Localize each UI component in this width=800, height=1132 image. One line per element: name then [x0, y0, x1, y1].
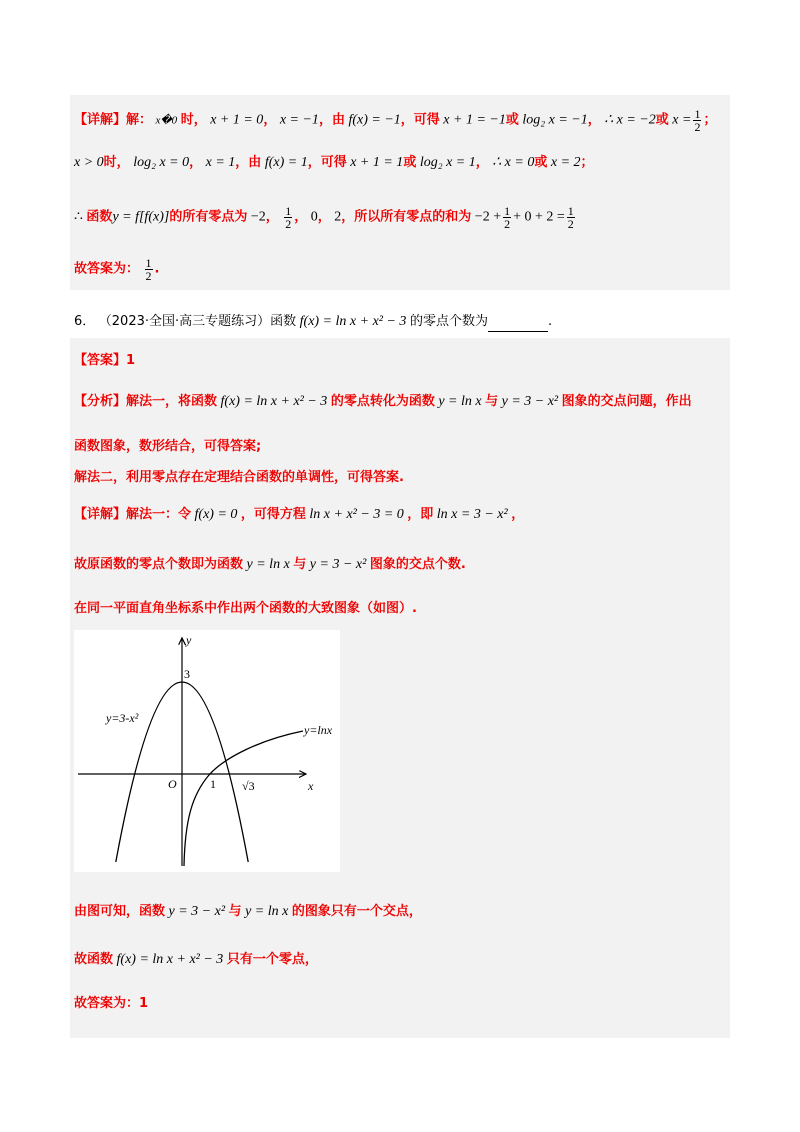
math-expr: log₂ x = 0 [133, 155, 190, 170]
text: 故答案为： [74, 261, 140, 277]
text: ， [265, 209, 279, 225]
analysis-line-3 [74, 468, 404, 488]
question-source: （2023·全国·高三专题练习）函数 [98, 314, 297, 329]
math-expr: log₂ x = −1 [522, 112, 588, 128]
text: ； [703, 112, 717, 128]
denominator: 2 [694, 120, 701, 134]
math-expr: ∴ x = 0 [492, 155, 535, 170]
denominator: 2 [285, 217, 292, 231]
final-answer-line [74, 994, 148, 1014]
text: 由图可知，函数 [74, 904, 166, 919]
math-expr: y = f[f(x)] [112, 209, 170, 225]
detail-line-2 [74, 555, 466, 575]
answer-line [74, 351, 135, 371]
text: 的零点转化为函数 [330, 394, 435, 409]
math-expr: y = ln x [246, 557, 290, 572]
question-text: 的零点个数为 [409, 314, 488, 329]
math-expr: y = 3 − x² [501, 394, 559, 409]
text: 解法二，利用零点存在定理结合函数的单调性，可得答案. [74, 470, 404, 485]
text: ， [189, 155, 203, 170]
detail-line-1 [74, 505, 524, 525]
text: ，由 [235, 155, 262, 170]
ln-curve [184, 731, 303, 866]
graph-label-ln: y=lnx [304, 723, 333, 737]
text: ， [317, 209, 331, 225]
conclusion-line-1 [74, 902, 422, 922]
denominator: 2 [567, 217, 574, 231]
math-expr: y = 3 − x² [168, 904, 226, 919]
math-expr: x > 0 [74, 155, 104, 170]
text: ， [511, 507, 525, 522]
text: . [154, 261, 160, 277]
fraction [567, 205, 575, 230]
text: 函数 [86, 209, 113, 225]
answer-blank [488, 317, 548, 332]
graph-label-x: x [308, 779, 314, 793]
math-expr: y = 3 − x² [309, 557, 367, 572]
denominator: 2 [145, 269, 152, 283]
math-expr: f(x) = 1 [264, 155, 308, 170]
numerator: 1 [694, 107, 701, 121]
math-expr: x = −1 [279, 112, 319, 128]
math-value: −2 [250, 209, 266, 225]
numerator: 1 [145, 256, 152, 270]
text: ； [580, 155, 594, 170]
numerator: 1 [504, 204, 511, 218]
text: 时， [103, 155, 130, 170]
text: 图象的交点问题，作出 [561, 394, 692, 409]
graph-label-origin: O [168, 777, 177, 791]
fraction [145, 257, 153, 282]
text: 故函数 [74, 952, 114, 967]
text: ，所以所有零点的和为 [341, 209, 472, 225]
math-expr: y = ln x [438, 394, 482, 409]
analysis-line-1 [74, 392, 692, 412]
math-expr: x = 2 [550, 155, 581, 170]
prev-line-4 [74, 257, 159, 282]
text: 或 [655, 112, 669, 128]
final-answer: 故答案为：1 [74, 996, 149, 1011]
answer-label: 【答案】1 [74, 353, 136, 368]
fraction [503, 205, 511, 230]
math-expr: ln x + x² − 3 = 0 [309, 507, 404, 522]
text: 与 [293, 557, 307, 572]
text: 或 [403, 155, 417, 170]
analysis-line-2 [74, 437, 261, 457]
text: 【详解】解法一：令 [74, 507, 192, 522]
math-expr: x + 1 = −1 [443, 112, 506, 128]
math-expr: x = [672, 112, 692, 128]
text: ， [587, 112, 601, 128]
math-expr: f(x) = ln x + x² − 3 [220, 394, 328, 409]
text: 只有一个零点， [226, 952, 318, 967]
math-expr: x + 1 = 1 [350, 155, 404, 170]
question-number: 6． [74, 314, 96, 329]
function-graph [74, 630, 340, 872]
text: 的所有零点为 [169, 209, 248, 225]
graph-label-sqrt3: √3 [242, 779, 255, 793]
math-condition: x�0 [155, 114, 178, 127]
denominator: 2 [504, 217, 511, 231]
text: . [547, 314, 553, 329]
math-expr: ∴ x = −2 [604, 112, 656, 128]
text: 故原函数的零点个数即为函数 [74, 557, 244, 572]
math-expr: ln x = 3 − x² [436, 507, 508, 522]
math-expr: x = 1 [205, 155, 236, 170]
math-expr: + 0 + 2 = [513, 209, 565, 225]
text: ， [475, 155, 489, 170]
prev-line-3 [74, 205, 577, 230]
text: 与 [485, 394, 499, 409]
fraction [693, 108, 701, 133]
text: ，由 [318, 112, 345, 128]
prev-line-2 [74, 153, 594, 173]
text: 与 [228, 904, 242, 919]
text: 在同一平面直角坐标系中作出两个函数的大致图象（如图）. [74, 601, 417, 616]
text: ， [263, 112, 277, 128]
math-expr: −2 + [474, 209, 502, 225]
text: ，可得 [400, 112, 440, 128]
text: 函数图象，数形结合，可得答案; [74, 439, 262, 454]
graph-label-y: y [186, 633, 192, 647]
prev-line-1 [74, 108, 716, 133]
math-expr: y = ln x [245, 904, 289, 919]
math-expr: f(x) = ln x + x² − 3 [299, 314, 407, 329]
math-expr: f(x) = ln x + x² − 3 [116, 952, 224, 967]
question-6 [74, 312, 552, 332]
math-expr: x + 1 = 0 [210, 112, 264, 128]
text: 图象的交点个数. [369, 557, 466, 572]
math-therefore: ∴ [74, 209, 83, 225]
math-value: 2 [334, 209, 342, 225]
math-expr: f(x) = 0 [194, 507, 238, 522]
graph-label-parabola: y=3-x² [106, 711, 139, 725]
text: 的图象只有一个交点， [291, 904, 422, 919]
conclusion-line-2 [74, 950, 318, 970]
detail-line-3 [74, 599, 417, 619]
fraction [284, 205, 292, 230]
text: ，即 [407, 507, 434, 522]
detail-label: 【详解】解： [74, 112, 153, 128]
graph-label-1: 1 [210, 777, 216, 791]
math-value: 0 [310, 209, 318, 225]
text: 或 [534, 155, 548, 170]
numerator: 1 [567, 204, 574, 218]
text: 时， [180, 112, 207, 128]
math-expr: log₂ x = 1 [419, 155, 476, 170]
text: ，可得 [307, 155, 347, 170]
graph-label-3: 3 [184, 667, 190, 681]
text: 【分析】解法一，将函数 [74, 394, 218, 409]
text: ， [294, 209, 308, 225]
math-expr: f(x) = −1 [348, 112, 401, 128]
text: 或 [505, 112, 519, 128]
text: ，可得方程 [240, 507, 306, 522]
numerator: 1 [285, 204, 292, 218]
